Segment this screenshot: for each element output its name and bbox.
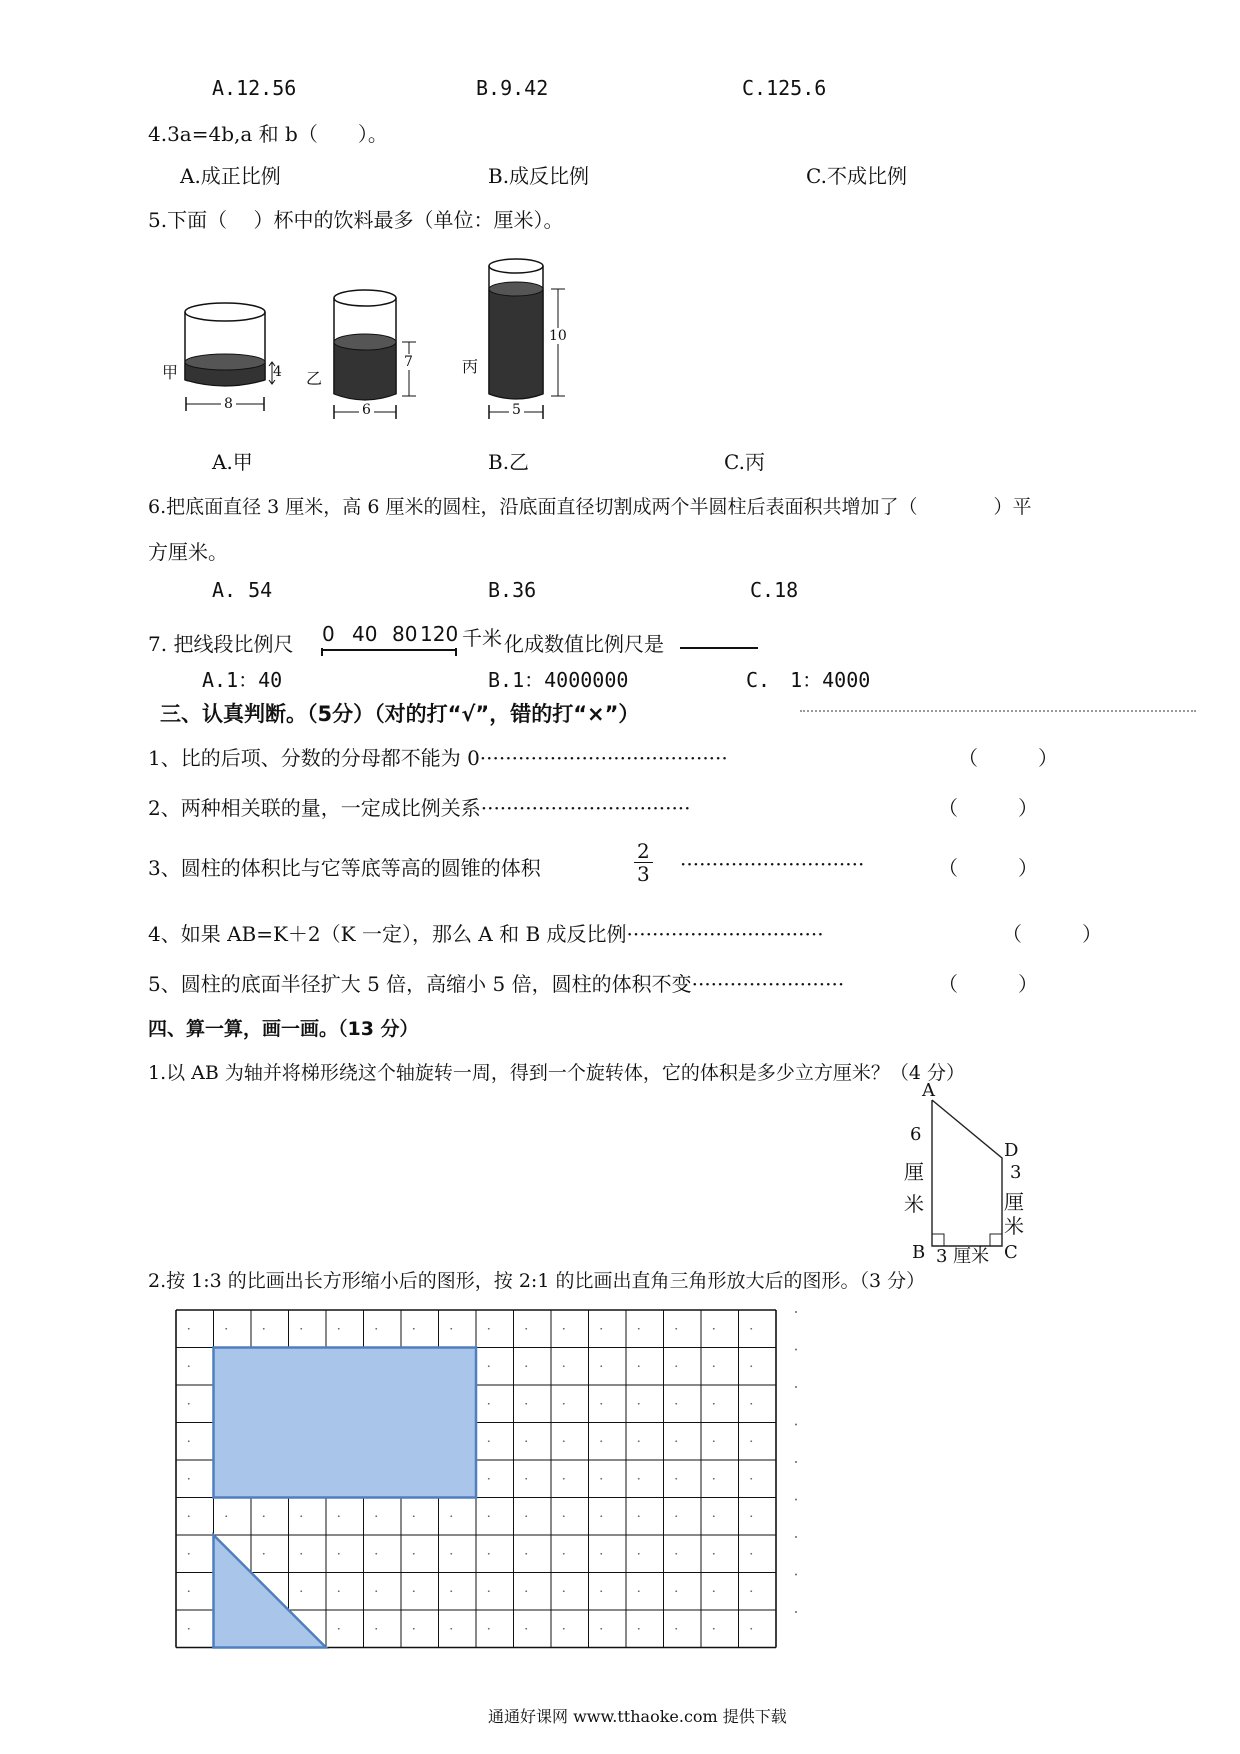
- grid-dot: [300, 1515, 302, 1517]
- grid-dot: [525, 1515, 527, 1517]
- cup-yi-height: 7: [404, 354, 413, 370]
- q7-option-a: A.1：40: [202, 668, 283, 692]
- grid-dot: [263, 1553, 265, 1555]
- grid-dot: [638, 1478, 640, 1480]
- grid-dot: [675, 1365, 677, 1367]
- judge-paren-3[interactable]: （ ）: [938, 856, 1038, 880]
- grid-dot: [525, 1403, 527, 1405]
- grid-outer-dot: [795, 1349, 797, 1351]
- grid-dot: [563, 1515, 565, 1517]
- rectangle-shape: [214, 1348, 477, 1498]
- scale-unit: 千米: [462, 626, 502, 650]
- trapezoid-cd-unit1: 厘: [1004, 1190, 1024, 1214]
- q3-option-b: B.9.42: [476, 76, 549, 100]
- drawing-grid[interactable]: [174, 1308, 814, 1628]
- grid-outer-dot: [795, 1461, 797, 1463]
- grid-dot: [375, 1515, 377, 1517]
- section3-title: 三、认真判断。（5分）（对的打“√”，错的打“×”）: [160, 702, 640, 726]
- q7-answer-blank[interactable]: [680, 629, 758, 649]
- grid-dot: [488, 1553, 490, 1555]
- grid-dot: [750, 1628, 752, 1630]
- grid-dot: [675, 1515, 677, 1517]
- judge-item-1: 1、比的后项、分数的分母都不能为 0·······································: [148, 746, 728, 770]
- grid-dot: [413, 1628, 415, 1630]
- grid-dot: [563, 1328, 565, 1330]
- grid-dot: [225, 1328, 227, 1330]
- grid-dot: [450, 1628, 452, 1630]
- q6-option-a: A. 54: [212, 578, 273, 602]
- q4-option-c: C.不成比例: [806, 164, 907, 188]
- grid-dot: [450, 1515, 452, 1517]
- grid-dot: [413, 1553, 415, 1555]
- judge-item-3-dots: ·····························: [680, 852, 865, 876]
- grid-dot: [713, 1365, 715, 1367]
- grid-outer-dot: [795, 1574, 797, 1576]
- section3-title-dots: [800, 710, 1196, 712]
- cup-bing-diameter: 5: [509, 402, 524, 418]
- q6-option-c: C.18: [750, 578, 799, 602]
- section4-q2: 2.按 1:3 的比画出长方形缩小后的图形，按 2:1 的比画出直角三角形放大后的图形。（3 分）: [148, 1270, 926, 1292]
- grid-dot: [413, 1515, 415, 1517]
- q6-line1: 6.把底面直径 3 厘米，高 6 厘米的圆柱，沿底面直径切割成两个半圆柱后表面积共增加了（ ）平: [148, 496, 1032, 518]
- grid-dot: [675, 1628, 677, 1630]
- grid-dot: [713, 1553, 715, 1555]
- trapezoid-label-d: D: [1004, 1140, 1019, 1161]
- grid-dot: [563, 1590, 565, 1592]
- grid-dot: [338, 1590, 340, 1592]
- q5-option-c: C.丙: [724, 450, 765, 474]
- grid-dot: [450, 1553, 452, 1555]
- cup-jia-label: 甲: [162, 363, 179, 382]
- grid-dot: [675, 1478, 677, 1480]
- cup-bing-figure: [486, 254, 586, 424]
- grid-dot: [488, 1478, 490, 1480]
- grid-outer-dot: [795, 1499, 797, 1501]
- scale-tick-80: 80: [392, 622, 418, 646]
- grid-dot: [525, 1440, 527, 1442]
- grid-dot: [413, 1328, 415, 1330]
- grid-dot: [563, 1403, 565, 1405]
- grid-dot: [375, 1328, 377, 1330]
- grid-dot: [563, 1440, 565, 1442]
- scale-tick-120: 120: [420, 622, 459, 646]
- grid-dot: [638, 1515, 640, 1517]
- scale-tick-0: 0: [322, 622, 335, 646]
- q7-option-b: B.1：4000000: [488, 668, 629, 692]
- grid-dot: [750, 1328, 752, 1330]
- cup-bing-label: 丙: [462, 357, 479, 376]
- grid-dot: [638, 1365, 640, 1367]
- q6-line2: 方厘米。: [148, 540, 228, 564]
- grid-dot: [600, 1440, 602, 1442]
- grid-dot: [750, 1553, 752, 1555]
- grid-dot: [525, 1365, 527, 1367]
- grid-dot: [713, 1478, 715, 1480]
- grid-dot: [263, 1515, 265, 1517]
- section4-q1: 1.以 AB 为轴并将梯形绕这个轴旋转一周，得到一个旋转体，它的体积是多少立方厘米？（4 分）: [148, 1062, 966, 1084]
- grid-dot: [600, 1478, 602, 1480]
- judge-item-3-fraction: [634, 840, 653, 885]
- judge-item-4: 4、如果 AB=K＋2（K 一定），那么 A 和 B 成反比例·······························: [148, 922, 824, 946]
- grid-dot: [600, 1515, 602, 1517]
- grid-dot: [638, 1628, 640, 1630]
- grid-dot: [713, 1628, 715, 1630]
- trapezoid-cd-unit2: 米: [1004, 1214, 1024, 1238]
- grid-dot: [600, 1553, 602, 1555]
- grid-dot: [375, 1628, 377, 1630]
- trapezoid-label-b: B: [912, 1242, 926, 1263]
- q5-option-b: B.乙: [488, 450, 530, 474]
- fraction-numerator: 2: [634, 840, 653, 863]
- grid-dot: [525, 1628, 527, 1630]
- grid-dot: [563, 1628, 565, 1630]
- grid-dot: [600, 1403, 602, 1405]
- grid-dot: [563, 1553, 565, 1555]
- grid-dot: [750, 1515, 752, 1517]
- grid-dot: [300, 1553, 302, 1555]
- scale-bar-line: [320, 648, 460, 660]
- grid-dot: [525, 1590, 527, 1592]
- trapezoid-label-c: C: [1004, 1242, 1018, 1263]
- grid-dot: [525, 1328, 527, 1330]
- grid-dot: [375, 1553, 377, 1555]
- grid-dot: [300, 1590, 302, 1592]
- cup-yi-figure: [330, 284, 430, 424]
- footer-text: 通通好课网 www.tthaoke.com 提供下载: [488, 1707, 787, 1726]
- section4-title: 四、算一算，画一画。（13 分）: [148, 1018, 419, 1040]
- grid-dot: [600, 1365, 602, 1367]
- judge-paren-2[interactable]: （ ）: [938, 796, 1038, 820]
- grid-dot: [675, 1590, 677, 1592]
- q4-option-a: A.成正比例: [180, 164, 281, 188]
- trapezoid-figure: [900, 1090, 1060, 1260]
- judge-item-5: 5、圆柱的底面半径扩大 5 倍，高缩小 5 倍，圆柱的体积不变························: [148, 972, 845, 996]
- judge-paren-4[interactable]: （ ）: [1002, 922, 1102, 946]
- grid-dot: [188, 1553, 190, 1555]
- grid-dot: [638, 1553, 640, 1555]
- grid-dot: [750, 1590, 752, 1592]
- grid-dot: [675, 1553, 677, 1555]
- grid-dot: [225, 1515, 227, 1517]
- grid-dot: [563, 1365, 565, 1367]
- grid-dot: [750, 1403, 752, 1405]
- q6-option-b: B.36: [488, 578, 537, 602]
- grid-dot: [188, 1628, 190, 1630]
- grid-outer-dot: [795, 1311, 797, 1313]
- grid-dot: [338, 1515, 340, 1517]
- grid-dot: [713, 1403, 715, 1405]
- cup-bing-height: 10: [549, 328, 567, 344]
- grid-dot: [188, 1365, 190, 1367]
- grid-dot: [713, 1440, 715, 1442]
- grid-dot: [450, 1590, 452, 1592]
- cup-yi-diameter: 6: [359, 402, 374, 418]
- grid-dot: [750, 1365, 752, 1367]
- grid-outer-dot: [795, 1536, 797, 1538]
- grid-dot: [675, 1328, 677, 1330]
- q3-option-c: C.125.6: [742, 76, 827, 100]
- grid-dot: [188, 1478, 190, 1480]
- q4-option-b: B.成反比例: [488, 164, 590, 188]
- judge-paren-5[interactable]: （ ）: [938, 972, 1038, 996]
- q4-text: 4.3a=4b,a 和 b（ ）。: [148, 122, 388, 146]
- grid-dot: [488, 1440, 490, 1442]
- grid-dot: [188, 1440, 190, 1442]
- judge-item-2: 2、两种相关联的量，一定成比例关系·································: [148, 796, 691, 820]
- grid-outer-dot: [795, 1611, 797, 1613]
- q5-text: 5.下面（ ）杯中的饮料最多（单位：厘米）。: [148, 208, 564, 232]
- grid-dot: [750, 1440, 752, 1442]
- grid-dot: [638, 1403, 640, 1405]
- trapezoid-ab-num: 6: [910, 1124, 922, 1145]
- grid-dot: [338, 1553, 340, 1555]
- grid-dot: [525, 1478, 527, 1480]
- grid-dot: [488, 1403, 490, 1405]
- grid-outer-dot: [795, 1424, 797, 1426]
- grid-dot: [413, 1590, 415, 1592]
- grid-dot: [750, 1478, 752, 1480]
- grid-dot: [338, 1328, 340, 1330]
- trapezoid-cd-num: 3: [1010, 1162, 1022, 1183]
- trapezoid-label-a: A: [922, 1080, 935, 1101]
- grid-dot: [375, 1590, 377, 1592]
- q3-option-a: A.12.56: [212, 76, 297, 100]
- grid-dot: [338, 1628, 340, 1630]
- cup-yi-label: 乙: [306, 369, 323, 388]
- q7-suffix: 化成数值比例尺是: [504, 632, 664, 656]
- grid-dot: [488, 1328, 490, 1330]
- q5-option-a: A.甲: [212, 450, 253, 474]
- grid-dot: [638, 1440, 640, 1442]
- grid-dot: [675, 1440, 677, 1442]
- grid-dot: [188, 1403, 190, 1405]
- grid-dot: [713, 1515, 715, 1517]
- cup-jia-height: 4: [273, 364, 282, 380]
- grid-dot: [713, 1590, 715, 1592]
- right-triangle-shape: [214, 1535, 327, 1648]
- grid-dot: [263, 1328, 265, 1330]
- grid-dot: [713, 1328, 715, 1330]
- judge-paren-1[interactable]: （ ）: [958, 746, 1058, 770]
- grid-dot: [600, 1590, 602, 1592]
- grid-dot: [300, 1328, 302, 1330]
- fraction-denominator: 3: [637, 862, 650, 886]
- cup-jia-diameter: 8: [221, 396, 236, 412]
- grid-dot: [675, 1403, 677, 1405]
- grid-dot: [488, 1590, 490, 1592]
- q7-option-c: C. 1：4000: [746, 668, 871, 692]
- trapezoid-ab-unit2: 米: [904, 1192, 924, 1216]
- trapezoid-ab-unit1: 厘: [904, 1160, 924, 1184]
- grid-dot: [188, 1328, 190, 1330]
- trapezoid-bc-length: 3 厘米: [936, 1246, 990, 1267]
- q7-prefix: 7. 把线段比例尺: [148, 632, 294, 656]
- grid-dot: [188, 1515, 190, 1517]
- grid-dot: [488, 1628, 490, 1630]
- grid-dot: [638, 1590, 640, 1592]
- grid-dot: [563, 1478, 565, 1480]
- scale-tick-40: 40: [352, 622, 378, 646]
- grid-dot: [488, 1365, 490, 1367]
- grid-dot: [600, 1628, 602, 1630]
- grid-dot: [638, 1328, 640, 1330]
- grid-dot: [600, 1328, 602, 1330]
- grid-dot: [488, 1515, 490, 1517]
- grid-dot: [450, 1328, 452, 1330]
- grid-outer-dot: [795, 1386, 797, 1388]
- grid-dot: [188, 1590, 190, 1592]
- judge-item-3: 3、圆柱的体积比与它等底等高的圆锥的体积: [148, 856, 541, 880]
- grid-dot: [525, 1553, 527, 1555]
